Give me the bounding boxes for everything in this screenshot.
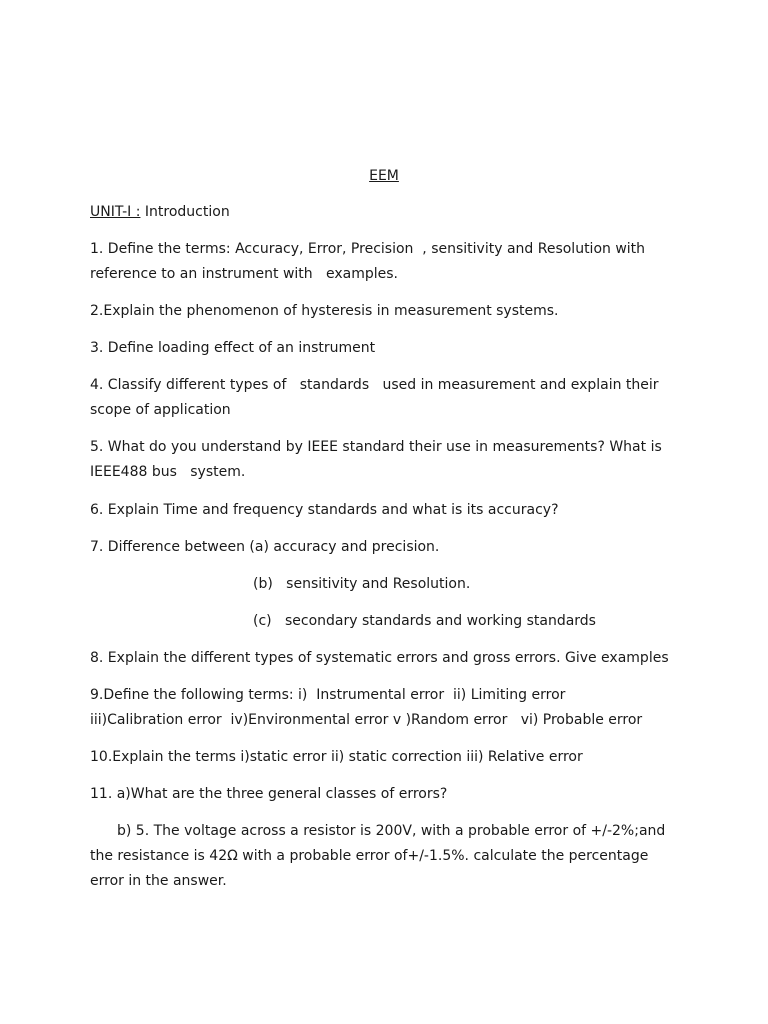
- question-11-b-line-1: b) 5. The voltage across a resistor is 200V, with a probable error of +/-2%;and: [117, 823, 666, 839]
- question-9-line-2: iii)Calibration error iv)Environmental error v )Random error vi) Probable error: [90, 712, 643, 728]
- question-4-line-2: scope of application: [90, 402, 231, 418]
- question-6: 6. Explain Time and frequency standards and what is its accuracy?: [90, 502, 559, 518]
- question-1-line-1: 1. Define the terms: Accuracy, Error, Precision , sensitivity and Resolution with: [90, 241, 646, 257]
- unit-topic: Introduction: [140, 204, 230, 220]
- question-4-line-1: 4. Classify different types of standards used in measurement and explain their: [90, 377, 659, 393]
- page-title: EEM: [369, 168, 399, 184]
- question-5-line-2: IEEE488 bus system.: [90, 464, 246, 480]
- question-11-b-line-3: error in the answer.: [90, 873, 227, 889]
- question-7-b: (b) sensitivity and Resolution.: [253, 576, 471, 592]
- question-7-c: (c) secondary standards and working standards: [253, 613, 596, 629]
- question-7-a: 7. Difference between (a) accuracy and precision.: [90, 539, 440, 555]
- question-3: 3. Define loading effect of an instrument: [90, 340, 376, 356]
- question-1-line-2: reference to an instrument with examples.: [90, 266, 398, 282]
- question-11-b-line-2: the resistance is 42Ω with a probable error of+/-1.5%. calculate the percentage: [90, 848, 649, 864]
- unit-label: UNIT-I :: [90, 204, 141, 220]
- unit-heading: [90, 200, 230, 225]
- question-9-line-1: 9.Define the following terms: i) Instrumental error ii) Limiting error: [90, 687, 566, 703]
- question-5-line-1: 5. What do you understand by IEEE standard their use in measurements? What is: [90, 439, 662, 455]
- question-10: 10.Explain the terms i)static error ii) static correction iii) Relative error: [90, 749, 583, 765]
- question-2: 2.Explain the phenomenon of hysteresis in measurement systems.: [90, 303, 559, 319]
- question-8: 8. Explain the different types of systematic errors and gross errors. Give examples: [90, 650, 669, 666]
- question-11-a: 11. a)What are the three general classes of errors?: [90, 786, 448, 802]
